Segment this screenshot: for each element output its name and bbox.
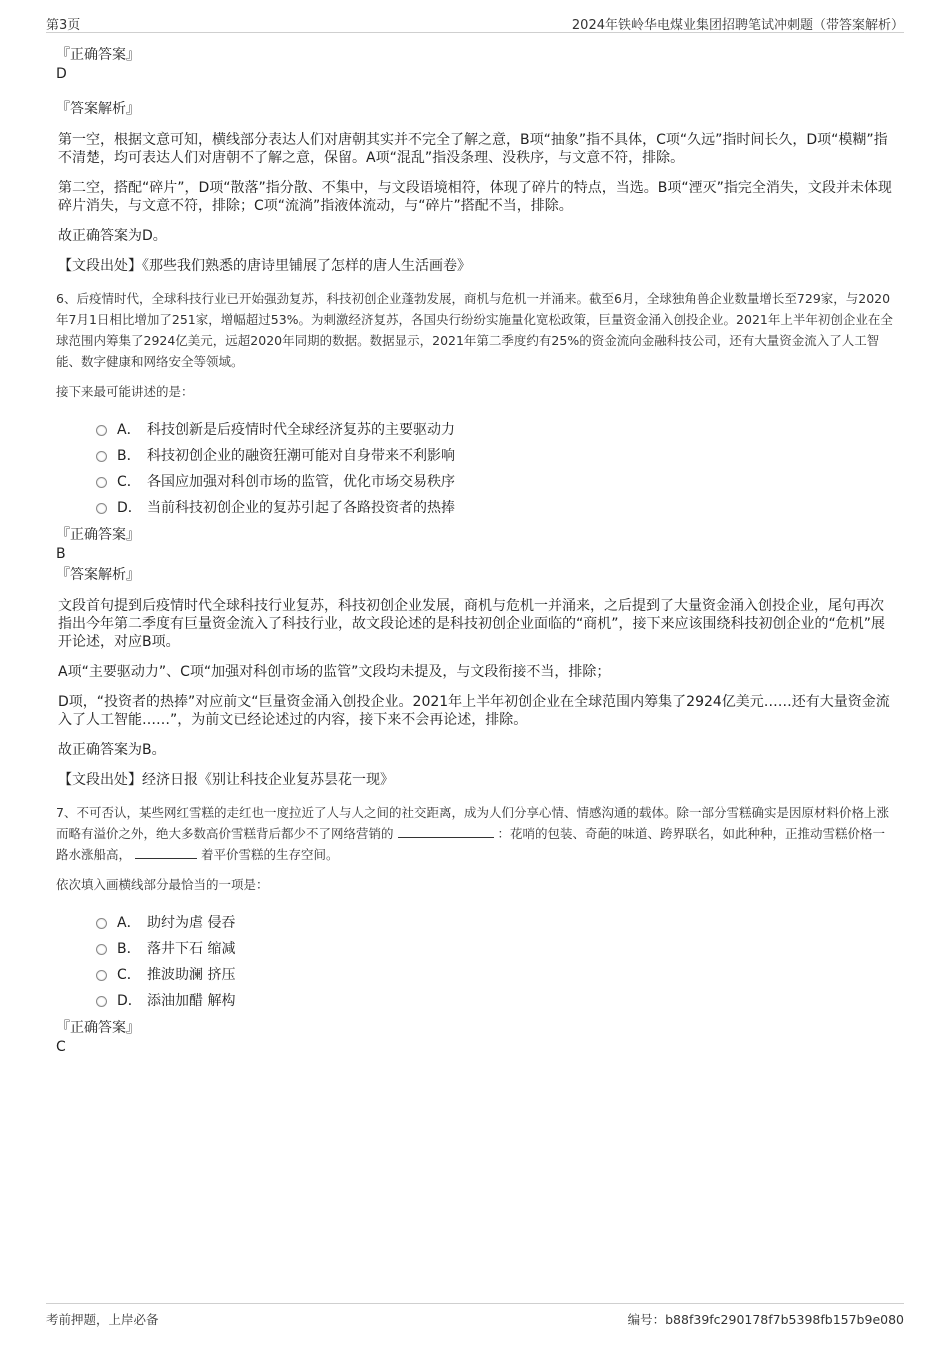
option-text: 当前科技初创企业的复苏引起了各路投资者的热捧	[147, 500, 455, 516]
stem-part: ：花哨的包装、奇葩的味道、跨界联名，如此种种，正推动雪糕价格一路水涨船高，	[56, 826, 885, 862]
option-text: 推波助澜 挤压	[147, 967, 236, 983]
option-letter: B．	[117, 941, 141, 957]
option-a[interactable]	[96, 416, 894, 442]
option-text: 科技创新是后疫情时代全球经济复苏的主要驱动力	[147, 422, 455, 438]
radio-icon[interactable]	[96, 918, 107, 929]
option-text: 落井下石 缩减	[147, 941, 236, 957]
footer-slogan: 考前押题，上岸必备	[46, 1312, 159, 1327]
passage-source: 【文段出处】《那些我们熟悉的唐诗里铺展了怎样的唐人生活画卷》	[58, 258, 471, 274]
question-prompt: 接下来最可能讲述的是：	[56, 384, 194, 399]
document-id: 编号：b88f39fc290178f7b5398fb157b9e080	[627, 1312, 904, 1327]
question-stem: 6、后疫情时代，全球科技行业已开始强劲复苏，科技初创企业蓬勃发展，商机与危机一并涌来。截至6月，全球独角兽企业数量增长至729家，与2020年7月1日相比增加了251家，增幅超过53%。为刺激经济复苏，各国央行纷纷实施量化宽松政策，巨量资金涌入创投企业。2021年上半年初创企业在全球范围内筹集了2924亿美元，远超2020年同期的数据。数据显示，2021年第二季度约有25%的资金流向金融科技公司，还有大量资金流入了人工智能、数字健康和网络安全等领域。	[56, 291, 893, 369]
radio-icon[interactable]	[96, 944, 107, 955]
radio-icon[interactable]	[96, 477, 107, 488]
analysis-paragraph: 第一空，根据文意可知，横线部分表达人们对唐朝其实并不完全了解之意，B项“抽象”指不具体，C项“久远”指时间长久，D项“模糊”指不清楚，均可表达人们对唐朝不了解之意，保留。A项“混乱”指没条理、没秩序，与文意不符，排除。	[58, 132, 888, 166]
option-c[interactable]	[96, 468, 894, 494]
fill-blank	[398, 825, 494, 838]
option-a[interactable]	[96, 909, 894, 935]
stem-part: 7、不可否认，某些网红雪糕的走红也一度拉近了人与人之间的社交距离，成为人们分享心情、情感沟通的载体。除一部分雪糕确实是因原材料价格上涨而略有溢价之外，绝大多数高价雪糕背后都少不了网络营销的	[56, 805, 889, 841]
option-d[interactable]	[96, 494, 894, 520]
option-letter: C．	[117, 474, 141, 490]
page-footer	[46, 1303, 904, 1328]
option-letter: A．	[117, 422, 141, 438]
page-header	[46, 12, 904, 33]
analysis-paragraph: 故正确答案为D。	[58, 228, 167, 244]
option-letter: D．	[117, 500, 142, 516]
document-title: 2024年铁岭华电煤业集团招聘笔试冲刺题（带答案解析）	[571, 18, 904, 33]
option-letter: B．	[117, 448, 141, 464]
passage-source: 【文段出处】经济日报《别让科技企业复苏昙花一现》	[58, 772, 394, 788]
analysis-label: 『答案解析』	[56, 101, 140, 117]
option-text: 添油加醋 解构	[147, 993, 236, 1009]
option-letter: C．	[117, 967, 141, 983]
option-letter: D．	[117, 993, 142, 1009]
option-text: 助纣为虐 侵吞	[147, 915, 236, 931]
correct-answer-label: 『正确答案』	[56, 527, 140, 543]
correct-answer-label: 『正确答案』	[56, 47, 140, 63]
option-list	[96, 909, 894, 1013]
analysis-paragraph: A项“主要驱动力”、C项“加强对科创市场的监管”文段均未提及，与文段衔接不当，排除；	[58, 664, 611, 680]
radio-icon[interactable]	[96, 970, 107, 981]
question-prompt: 依次填入画横线部分最恰当的一项是：	[56, 877, 269, 892]
option-letter: A．	[117, 915, 141, 931]
fill-blank	[135, 846, 197, 859]
option-b[interactable]	[96, 442, 894, 468]
radio-icon[interactable]	[96, 451, 107, 462]
option-text: 各国应加强对科创市场的监管，优化市场交易秩序	[147, 474, 455, 490]
stem-part: 着平价雪糕的生存空间。	[200, 847, 339, 862]
radio-icon[interactable]	[96, 996, 107, 1007]
correct-answer-value: D	[56, 66, 67, 82]
analysis-paragraph: 故正确答案为B。	[58, 742, 166, 758]
option-d[interactable]	[96, 987, 894, 1013]
correct-answer-value: B	[56, 546, 66, 562]
document-body	[56, 46, 894, 1073]
radio-icon[interactable]	[96, 425, 107, 436]
analysis-label: 『答案解析』	[56, 567, 140, 583]
option-list	[96, 416, 894, 520]
analysis-paragraph: 第二空，搭配“碎片”，D项“散落”指分散、不集中，与文段语境相符，体现了碎片的特点，当选。B项“湮灭”指完全消失，文段并未体现碎片消失，与文意不符，排除；C项“流淌”指液体流动，与“碎片”搭配不当，排除。	[58, 180, 892, 214]
option-text: 科技初创企业的融资狂潮可能对自身带来不利影响	[147, 448, 455, 464]
analysis-paragraph: 文段首句提到后疫情时代全球科技行业复苏，科技初创企业发展，商机与危机一并涌来，之后提到了大量资金涌入创投企业，尾句再次指出今年第二季度有巨量资金流入了科技行业，故文段论述的是科技初创企业面临的“商机”，接下来应该围绕科技初创企业的“危机”展开论述，对应B项。	[58, 598, 886, 650]
analysis-paragraph: D项，“投资者的热捧”对应前文“巨量资金涌入创投企业。2021年上半年初创企业在全球范围内筹集了2924亿美元……还有大量资金流入了人工智能……”，为前文已经论述过的内容，接下来不会再论述，排除。	[58, 694, 890, 728]
option-c[interactable]	[96, 961, 894, 987]
correct-answer-value: C	[56, 1039, 66, 1055]
option-b[interactable]	[96, 935, 894, 961]
radio-icon[interactable]	[96, 503, 107, 514]
page-number: 第3页	[46, 18, 81, 33]
question-stem	[56, 802, 894, 865]
correct-answer-label: 『正确答案』	[56, 1020, 140, 1036]
